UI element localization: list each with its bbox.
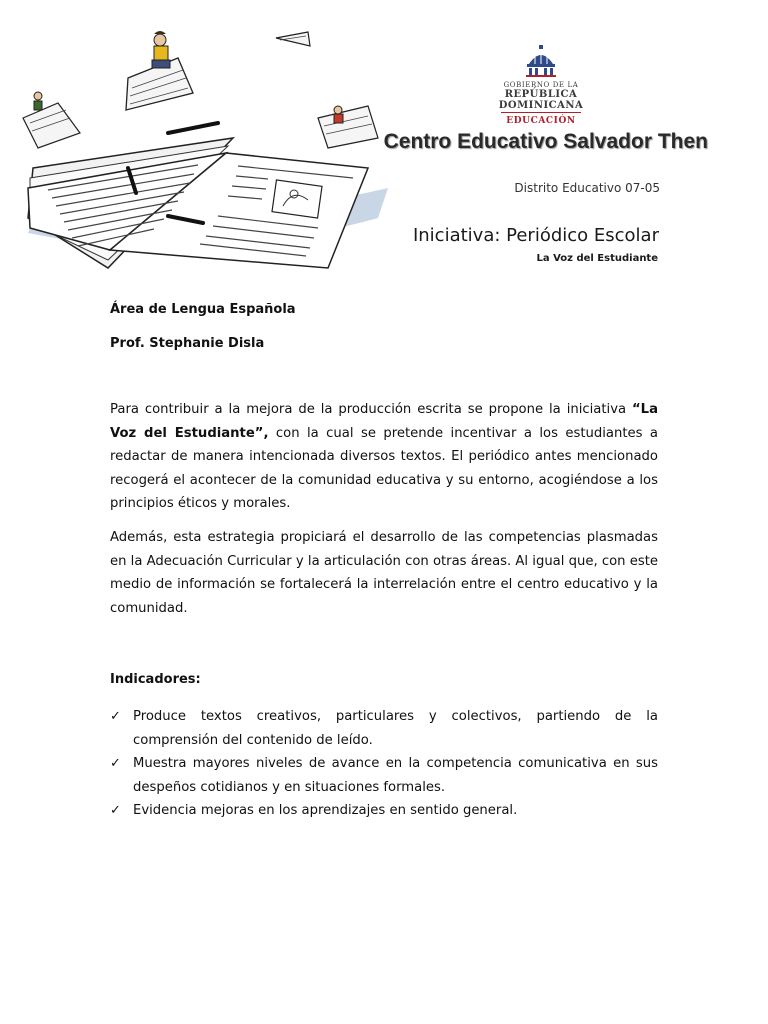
dome-emblem-icon [523, 44, 559, 78]
checkmark-icon: ✓ [110, 803, 121, 818]
teacher-name: Prof. Stephanie Disla [110, 336, 265, 351]
seal-divider [501, 112, 581, 113]
indicator-text: Muestra mayores niveles de avance en la competencia comunicativa en sus despeños cotidianos y en situaciones formales. [133, 756, 658, 795]
seal-ministry-label: EDUCACIÓN [506, 116, 576, 126]
indicator-text: Evidencia mejoras en los aprendizajes en sentido general. [133, 803, 518, 818]
newspaper-illustration [18, 18, 398, 288]
list-item [110, 799, 658, 823]
list-item [110, 752, 658, 799]
checkmark-icon: ✓ [110, 756, 121, 771]
initiative-name-bold: “La Voz del Estudiante”, [110, 402, 658, 441]
newspaper-name: La Voz del Estudiante [536, 253, 658, 264]
indicator-text: Produce textos creativos, particulares y colectivos, partiendo de la comprensión del contenido de leído. [133, 709, 658, 748]
government-seal [468, 44, 614, 126]
list-item [110, 705, 658, 752]
school-title: Centro Educativo Salvador Then [383, 130, 708, 153]
subject-area: Área de Lengua Española [110, 302, 296, 317]
intro-paragraph [110, 398, 658, 516]
strategy-paragraph: Además, esta estrategia propiciará el desarrollo de las competencias plasmadas en la Adecuación Curricular y la articulación con otras áreas. Al igual que, con este medio de información se fortalecerá la interrelación entre el centro educativo y la comunidad. [110, 530, 658, 616]
checkmark-icon: ✓ [110, 709, 121, 724]
initiative-title: Iniciativa: Periódico Escolar [412, 225, 659, 246]
seal-country-label: REPÚBLICA DOMINICANA [498, 89, 584, 111]
seal-government-label: GOBIERNO DE LA [503, 81, 579, 89]
intro-text-end: con la cual se pretende incentivar a los estudiantes a redactar de manera intencionada diversos textos. El periódico antes mencionado recogerá el acontecer de la comunidad educativa y su entorno, acogiéndose a los principios éticos y morales. [110, 425, 659, 511]
intro-text-start: Para contribuir a la mejora de la producción escrita se propone la iniciativa [110, 402, 633, 417]
indicators-list [110, 705, 658, 823]
indicators-heading: Indicadores: [110, 672, 201, 687]
district-label: Distrito Educativo 07-05 [514, 181, 660, 195]
